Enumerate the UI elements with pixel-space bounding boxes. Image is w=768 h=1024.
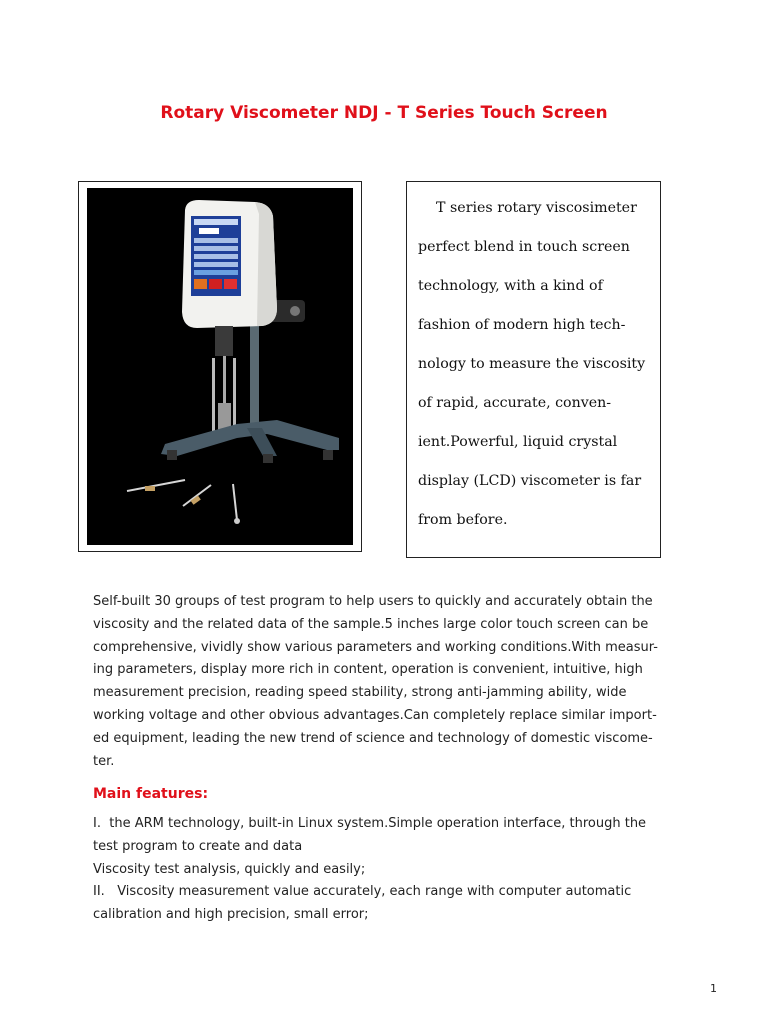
feature-line: Viscosity test analysis, quickly and easily;: [93, 861, 366, 877]
textbox-line: perfect blend in touch screen: [418, 239, 630, 255]
textbox-line: of rapid, accurate, conven-: [418, 395, 612, 411]
body-line: Self-built 30 groups of test program to help users to quickly and accurately obtain the: [93, 594, 653, 609]
textbox-line: nology to measure the viscosity: [418, 356, 646, 372]
description-textbox: [406, 181, 661, 558]
viscometer-illustration: [87, 188, 353, 545]
textbox-line: technology, with a kind of: [418, 278, 603, 294]
feature-line: I. the ARM technology, built-in Linux system.Simple operation interface, through the: [93, 816, 647, 831]
body-line: ing parameters, display more rich in content, operation is convenient, intuitive, high: [93, 662, 643, 678]
body-line: ter.: [93, 753, 115, 769]
textbox-line: fashion of modern high tech-: [418, 317, 626, 333]
textbox-line: from before.: [418, 512, 508, 528]
textbox-line: display (LCD) viscometer is far: [418, 473, 642, 489]
feature-line: II. Viscosity measurement value accurately, each range with computer automatic: [93, 884, 632, 900]
body-line: comprehensive, vividly show various parameters and working conditions.With measur-: [93, 639, 658, 655]
textbox-line: ient.Powerful, liquid crystal: [418, 434, 618, 450]
textbox-line: T series rotary viscosimeter: [418, 200, 637, 216]
body-paragraph: [93, 591, 693, 773]
document-title: Rotary Viscometer NDJ - T Series Touch Screen: [160, 103, 608, 123]
body-line: working voltage and other obvious advantages.Can completely replace similar import-: [93, 707, 657, 723]
features-list: [93, 813, 693, 927]
viscometer-photo: [87, 188, 353, 545]
body-line: ed equipment, leading the new trend of science and technology of domestic viscome-: [93, 730, 653, 746]
body-line: measurement precision, reading speed stability, strong anti-jamming ability, wide: [93, 685, 627, 701]
spindle: [223, 356, 226, 406]
page-number: 1: [710, 982, 717, 995]
feature-line: calibration and high precision, small error;: [93, 907, 369, 923]
product-photo-frame: [78, 181, 362, 552]
features-heading: Main features:: [93, 786, 209, 802]
body-line: viscosity and the related data of the sample.5 inches large color touch screen can be: [93, 616, 649, 632]
feature-line: test program to create and data: [93, 838, 303, 854]
